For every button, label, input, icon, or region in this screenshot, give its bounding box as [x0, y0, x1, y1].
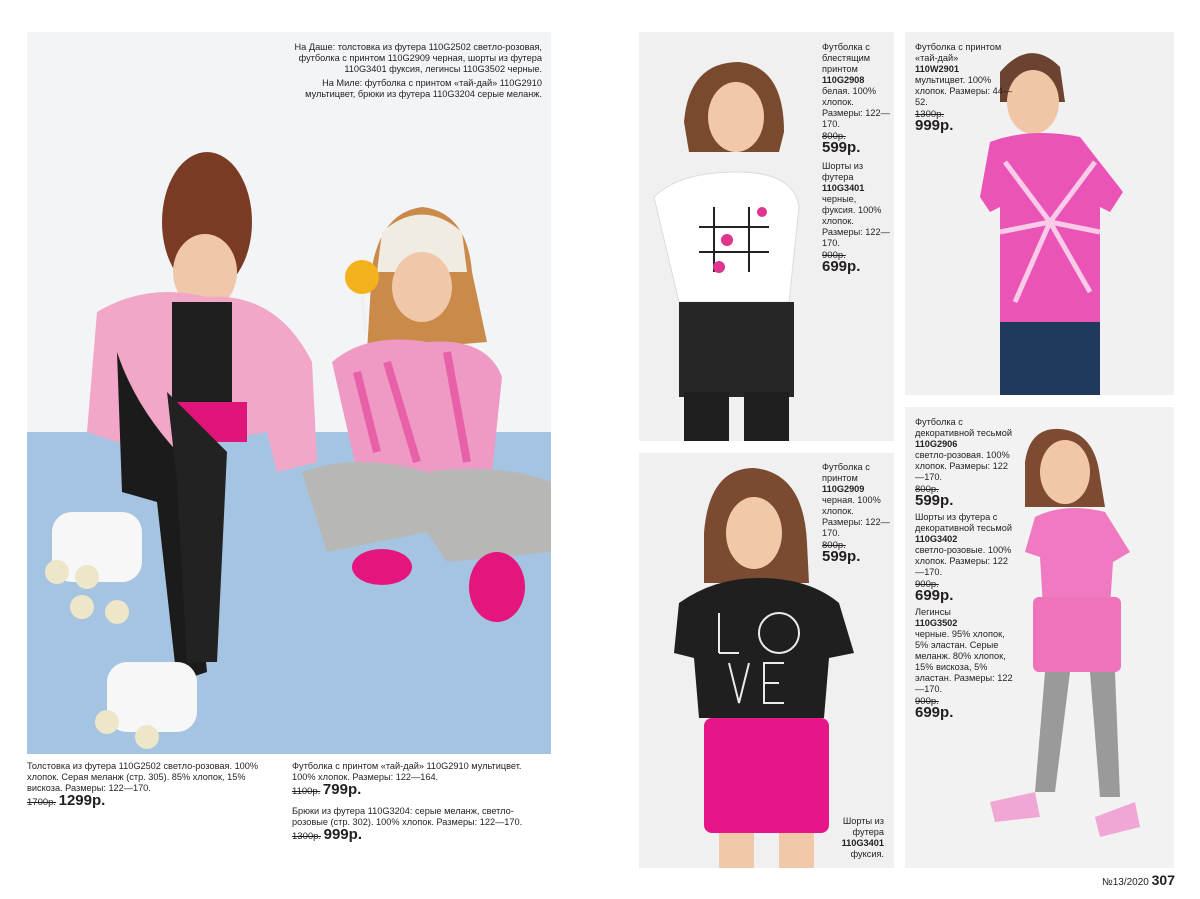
new-price: 799р. [322, 781, 362, 798]
page-number: 307 [1151, 872, 1175, 888]
leggings-desc: черные. 95% хлопок, 5% эластан. Серые меланж. 80% хлопок, 15% вискоза, 5% эластан. Размеры: 122—170. [915, 629, 1013, 694]
price-block [915, 696, 1015, 721]
price-block [915, 109, 1015, 134]
tee-code: 110W2901 [915, 64, 959, 74]
leggings-name: Легинсы [915, 607, 951, 617]
new-price: 699р. [915, 704, 954, 721]
tee-desc: мультицвет. 100% хлопок. Размеры: 44—52. [915, 75, 1013, 107]
shorts-code: 110G3401 [841, 838, 884, 848]
new-price: 599р. [915, 492, 954, 509]
shorts-name: Шорты из футера с декоративной тесьмой [915, 512, 1012, 533]
tee-code: 110G2908 [822, 75, 865, 85]
new-price: 599р. [822, 548, 861, 565]
old-price: 900р. [822, 250, 846, 261]
tee-code: 110G2906 [915, 439, 958, 449]
panel2-captions [915, 42, 1015, 134]
shorts-name: Шорты из футера [842, 816, 884, 837]
tee-name: Футболка с принтом [822, 462, 870, 483]
main-photo [27, 32, 551, 754]
caption-mila: На Миле: футболка с принтом «тай-дай» 110G2910 мультицвет, брюки из футера 110G3204 серые меланж. [305, 78, 542, 99]
new-price: 699р. [915, 587, 954, 604]
old-price: 1300р. [915, 109, 945, 120]
tee-desc: светло-розовая. 100% хлопок. Размеры: 122—170. [915, 450, 1010, 482]
price-block [822, 250, 892, 275]
tee-name: Футболка с принтом «тай-дай» [915, 42, 1002, 63]
tee-desc: белая. 100% хлопок. Размеры: 122—170. [822, 86, 890, 129]
item-text: Толстовка из футера 110G2502 светло-розовая. 100% хлопок. Серая меланж (стр. 305). 85% хлопок, 15% вискоза. Размеры: 122—170. [27, 761, 259, 793]
shorts-code: 110G3401 [822, 183, 865, 193]
item-text: Брюки из футера 110G3204: серые меланж, светло-розовые (стр. 302). 100% хлопок. Размеры: 122—170. [292, 806, 523, 827]
price-block [915, 579, 1015, 604]
panel1-captions [822, 42, 892, 275]
old-price: 900р. [915, 696, 939, 707]
price-block [822, 131, 892, 156]
new-price: 699р. [822, 258, 861, 275]
new-price: 999р. [915, 117, 954, 134]
panel3-shorts-caption [820, 816, 884, 860]
old-price: 1100р. [292, 786, 321, 797]
new-price: 1299р. [58, 792, 106, 809]
tee-name: Футболка с блестящим принтом [822, 42, 871, 74]
new-price: 999р. [323, 826, 362, 843]
old-price: 800р. [915, 484, 939, 495]
panel3-captions [822, 462, 892, 565]
leggings-code: 110G3502 [915, 618, 958, 628]
main-photo-caption [270, 42, 542, 100]
shorts-code: 110G3402 [915, 534, 958, 544]
tee-code: 110G2909 [822, 484, 865, 494]
tee-desc: черная. 100% хлопок. Размеры: 122—170. [822, 495, 890, 538]
price-block [292, 781, 542, 798]
shorts-name: Шорты из футера [822, 161, 864, 182]
old-price: 1700р. [27, 797, 57, 808]
item-text: Футболка с принтом «тай-дай» 110G2910 мультицвет. 100% хлопок. Размеры: 122—164. [292, 761, 522, 782]
shorts-desc: светло-розовые. 100% хлопок. Размеры: 122—170. [915, 545, 1012, 577]
price-block [292, 826, 542, 843]
price-block [27, 792, 267, 809]
caption-item-pants [292, 806, 542, 842]
old-price: 800р. [822, 131, 846, 142]
panel4-captions [915, 417, 1015, 721]
issue-number: №13/2020 [1101, 877, 1149, 888]
new-price: 599р. [822, 139, 861, 156]
shorts-desc: черные, фуксия. 100% хлопок. Размеры: 122—170. [822, 194, 890, 248]
old-price: 800р. [822, 540, 846, 551]
caption-dasha: На Даше: толстовка из футера 110G2502 светло-розовая, футболка с принтом 110G2909 черная, шорты из футера 110G3401 фуксия, легинсы 110G3502 черные. [294, 42, 542, 74]
shorts-desc: фуксия. [850, 849, 884, 859]
page-footer [1060, 872, 1175, 888]
caption-item-tiedye-tee [292, 761, 542, 797]
old-price: 900р. [915, 579, 939, 590]
tee-name: Футболка с декоративной тесьмой [915, 417, 1012, 438]
price-block [822, 540, 892, 565]
caption-item-hoodie [27, 761, 267, 808]
old-price: 1300р. [292, 831, 322, 842]
price-block [915, 484, 1015, 509]
